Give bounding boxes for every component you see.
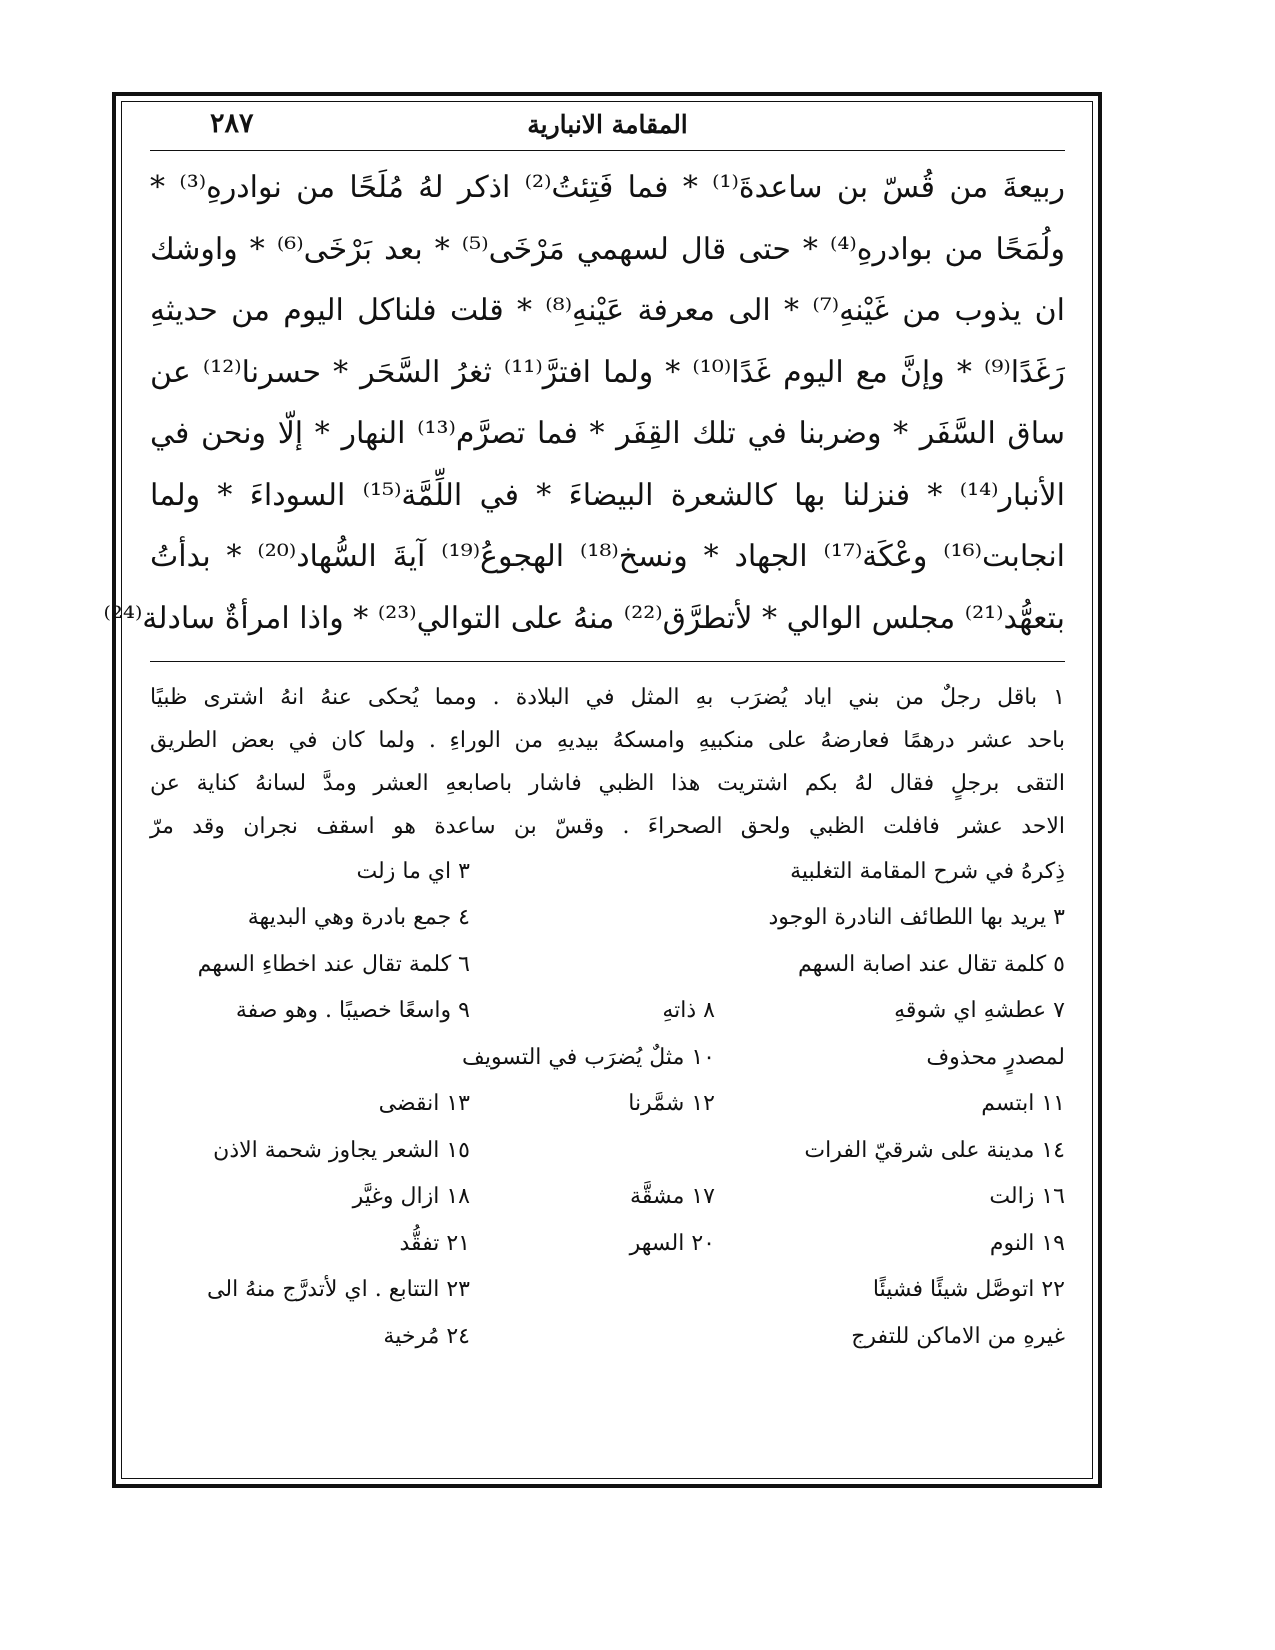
main-text-line: الأنبار⁽¹⁴⁾ * فنزلنا بها كالشعرة البيضاءَ * في اللِّمَّة⁽¹⁵⁾ السوداءَ * ولما <box>150 477 1065 513</box>
footnote-entry: ٤ جمع بادرة وهي البديهة <box>247 905 470 931</box>
footnote-entry: ١٧ مشقَّة <box>630 1184 715 1210</box>
main-text-line: ربيعةَ من قُسّ بن ساعدةَ⁽¹⁾ * فما فَتِئتُ⁽²⁾ اذكر لهُ مُلَحًا من نوادرهِ⁽³⁾ * <box>150 170 1065 205</box>
footnote-entry: ٢٤ مُرخية <box>383 1323 470 1349</box>
footnote-entry: ١٢ شمَّرنا <box>628 1091 715 1117</box>
footnote-line: باحد عشر درهمًا فعارضهُ على منكبيهِ وامسكهُ بيديهِ من الوراءِ . ولما كان في بعض الطريق <box>150 728 1065 753</box>
footnote-entry: ١٨ ازال وغيَّر <box>352 1184 470 1210</box>
footnote-entry: غيرهِ من الاماكن للتفرج <box>851 1323 1065 1349</box>
footnote-line: الاحد عشر فافلت الظبي ولحق الصحراءَ . وقسّ بن ساعدة هو اسقف نجران وقد مرّ <box>150 814 1065 839</box>
main-text-line: ولُمَحًا من بوادرهِ⁽⁴⁾ * حتى قال لسهمي مَرْخَى⁽⁵⁾ * بعد بَرْخَى⁽⁶⁾ * واوشك <box>150 231 1065 267</box>
footnote-entry: ٧ عطشهِ اي شوقهِ <box>894 998 1065 1024</box>
footnote-line: التقى برجلٍ فقال لهُ بكم اشتريت هذا الظبي فاشار باصابعهِ العشر ومدَّ لسانهُ كناية عن <box>150 771 1065 796</box>
main-text-line: بتعهُّد⁽²¹⁾ مجلس الوالي * لأتطرَّق⁽²²⁾ منهُ على التوالي⁽²³⁾ * واذا امرأةٌ سادلة⁽²⁴⁾ <box>103 600 1065 636</box>
main-text-line: انجابت⁽¹⁶⁾ وعْكَة⁽¹⁷⁾ الجهاد * ونسخ⁽¹⁸⁾ الهجوعُ⁽¹⁹⁾ آيةَ السُّهاد⁽²⁰⁾ * بدأتُ <box>150 539 1066 574</box>
footnote-entry: ٩ واسعًا خصيبًا . وهو صفة <box>235 998 470 1024</box>
footnote-entry: ٢١ تفقُّد <box>399 1230 470 1256</box>
footnote-entry: ٢٣ التتابع . اي لأتدرَّج منهُ الى <box>207 1277 470 1303</box>
footnote-row <box>150 1174 1065 1221</box>
page-number: ٢٨٧ <box>210 108 254 139</box>
footnote-entry: ٥ كلمة تقال عند اصابة السهم <box>798 951 1065 977</box>
footnote-entry: لمصدرٍ محذوف <box>926 1044 1065 1070</box>
footnote-row <box>150 1034 1065 1081</box>
footnote-row <box>150 1267 1065 1314</box>
footnote-entry: ٣ يريد بها اللطائف النادرة الوجود <box>768 905 1065 931</box>
footnote-entry: ٢٢ اتوصَّل شيئًا فشيئًا <box>872 1277 1065 1303</box>
footnote-entry: ٨ ذاتهِ <box>662 998 715 1024</box>
main-text-line: ان يذوب من غَيْنهِ⁽⁷⁾ * الى معرفة عَيْنهِ⁽⁸⁾ * قلت فلناكل اليوم من حديثهِ <box>150 293 1065 328</box>
footnote-entry: ٢٠ السهر <box>629 1230 715 1256</box>
main-text <box>103 157 1066 649</box>
footnote-row <box>150 895 1065 942</box>
footnote-entry: ١٤ مدينة على شرقيّ الفرات <box>804 1137 1065 1163</box>
footnote-row <box>150 988 1065 1035</box>
footnote-entry: ١٦ زالت <box>989 1184 1065 1210</box>
footnote-entry: ١٥ الشعر يجاوز شحمة الاذن <box>213 1137 470 1163</box>
page <box>103 108 1066 1458</box>
footnote-entry: ١٣ انقضى <box>378 1091 470 1117</box>
header-rule <box>150 150 1065 151</box>
running-header <box>150 108 1065 150</box>
footnote-row <box>150 848 1065 895</box>
footnote-row <box>150 941 1065 988</box>
footnote-entry: ٦ كلمة تقال عند اخطاءِ السهم <box>197 951 470 977</box>
footnote-entry: ١٠ مثلٌ يُضرَب في التسويف <box>462 1044 715 1070</box>
main-text-line: رَغَدًا⁽⁹⁾ * وإنَّ مع اليوم غَدًا⁽¹⁰⁾ * ولما افترَّ⁽¹¹⁾ ثغرُ السَّحَر * حسرنا⁽¹²⁾ عن <box>150 354 1065 390</box>
footnote-entry: ذِكرهُ في شرح المقامة التغلبية <box>790 858 1065 884</box>
header-title: المقامة الانبارية <box>527 110 688 139</box>
footnote-row <box>150 1127 1065 1174</box>
footnote-entry: ١١ ابتسم <box>981 1091 1065 1117</box>
footnote-1 <box>150 676 1065 848</box>
footnote-entry: ١٩ النوم <box>989 1230 1065 1256</box>
main-text-line: ساق السَّفَر * وضربنا في تلك القِفَر * فما تصرَّم⁽¹³⁾ النهار * إلّا ونحن في <box>150 416 1065 451</box>
footnote-row <box>150 1220 1065 1267</box>
footnote-rule <box>150 661 1065 662</box>
footnote-entry: ٣ اي ما زلت <box>356 858 470 884</box>
footnote-line: ١ باقل رجلٌ من بني اياد يُضرَب بهِ المثل في البلادة . ومما يُحكى عنهُ انهُ اشترى ظبيًا <box>150 685 1065 710</box>
footnote-row <box>150 1081 1065 1128</box>
footnote-row <box>150 1313 1065 1360</box>
footnotes <box>150 676 1065 1360</box>
